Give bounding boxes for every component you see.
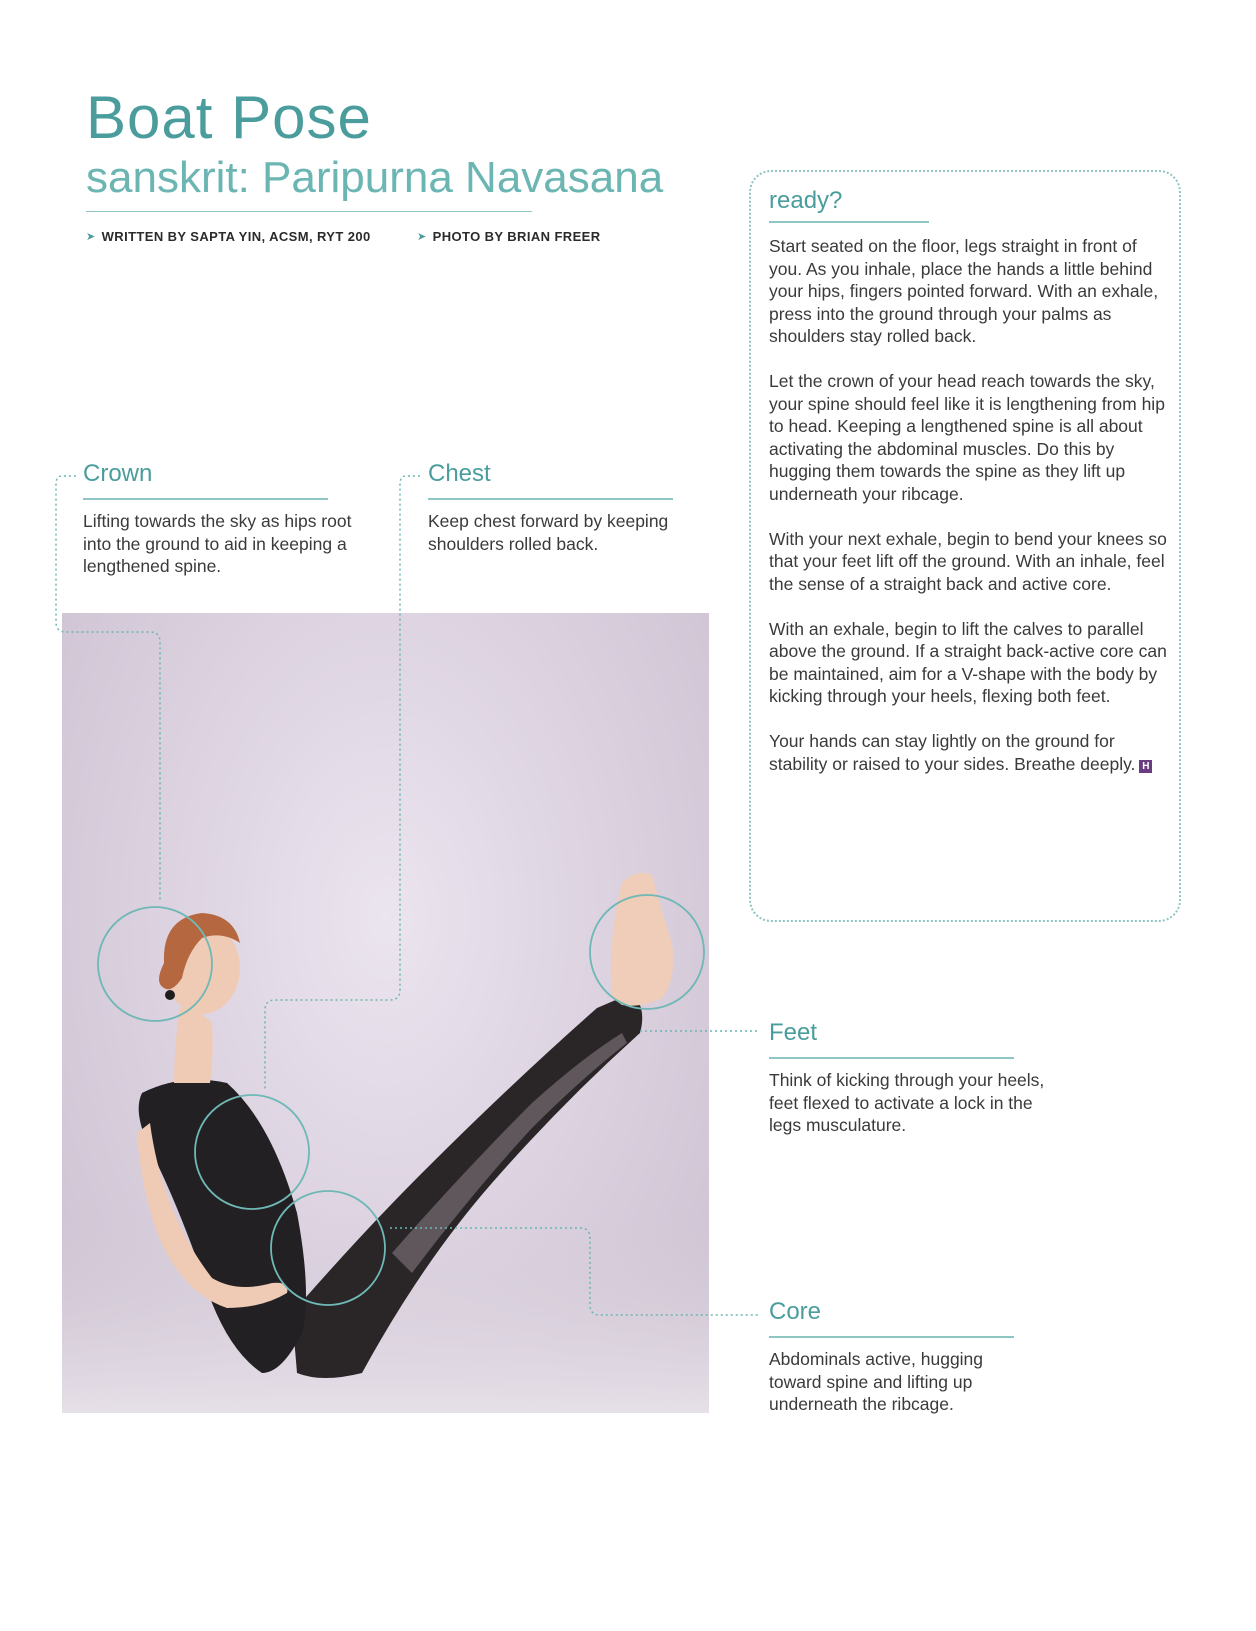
instructions-divider	[769, 221, 929, 223]
instructions-body	[769, 235, 1169, 775]
instruction-paragraph: With your next exhale, begin to bend your knees so that your feet lift off the ground. With an inhale, feel the sense of a straight back and active core.	[769, 528, 1167, 594]
crown-marker	[98, 907, 212, 1021]
core-marker	[271, 1191, 385, 1305]
magazine-logo-icon: H	[1139, 760, 1152, 773]
page-title: Boat Pose	[86, 84, 372, 151]
instruction-paragraph: With an exhale, begin to lift the calves to parallel above the ground. If a straight back-active core can be maintained, aim for a V-shape with the body by kicking through your heels, flexing both feet.	[769, 618, 1167, 706]
instruction-paragraph-last	[769, 730, 1169, 775]
core-text: Abdominals active, hugging toward spine and lifting up underneath the ribcage.	[769, 1349, 984, 1414]
chevron-right-icon: ➤	[417, 231, 427, 243]
crown-label: Crown	[83, 460, 153, 487]
chest-label: Chest	[428, 460, 491, 487]
core-divider	[769, 1336, 1014, 1338]
instruction-paragraph: Your hands can stay lightly on the ground for stability or raised to your sides. Breathe deeply.	[769, 731, 1136, 774]
chest-marker	[195, 1095, 309, 1209]
photo-credit-text: PHOTO BY BRIAN FREER	[432, 229, 601, 244]
instruction-paragraph: Let the crown of your head reach towards the sky, your spine should feel like it is lengthening from hip to head. Keeping a lengthened spine is all about activating the abdominal muscles. Do this by hugging them towards the spine as they lift up underneath your ribcage.	[769, 371, 1165, 504]
feet-text: Think of kicking through your heels, feet flexed to activate a lock in the legs musculature.	[769, 1070, 1045, 1135]
instruction-paragraph: Start seated on the floor, legs straight in front of you. As you inhale, place the hands a little behind your hips, fingers pointed forward. With an exhale, press into the ground through your palms as shoulders stay rolled back.	[769, 236, 1159, 346]
feet-label: Feet	[769, 1019, 818, 1046]
feet-marker	[590, 895, 704, 1009]
page-subtitle: sanskrit: Paripurna Navasana	[86, 153, 664, 202]
author-credit-text: WRITTEN BY SAPTA YIN, ACSM, RYT 200	[101, 229, 371, 244]
crown-text: Lifting towards the sky as hips root into the ground to aid in keeping a lengthened spine.	[83, 511, 352, 576]
crown-divider	[83, 498, 328, 500]
chest-text: Keep chest forward by keeping shoulders rolled back.	[428, 511, 669, 554]
instructions-title: ready?	[769, 187, 843, 214]
chevron-right-icon: ➤	[86, 231, 96, 243]
chest-divider	[428, 498, 673, 500]
feet-divider	[769, 1057, 1014, 1059]
core-label: Core	[769, 1298, 822, 1325]
